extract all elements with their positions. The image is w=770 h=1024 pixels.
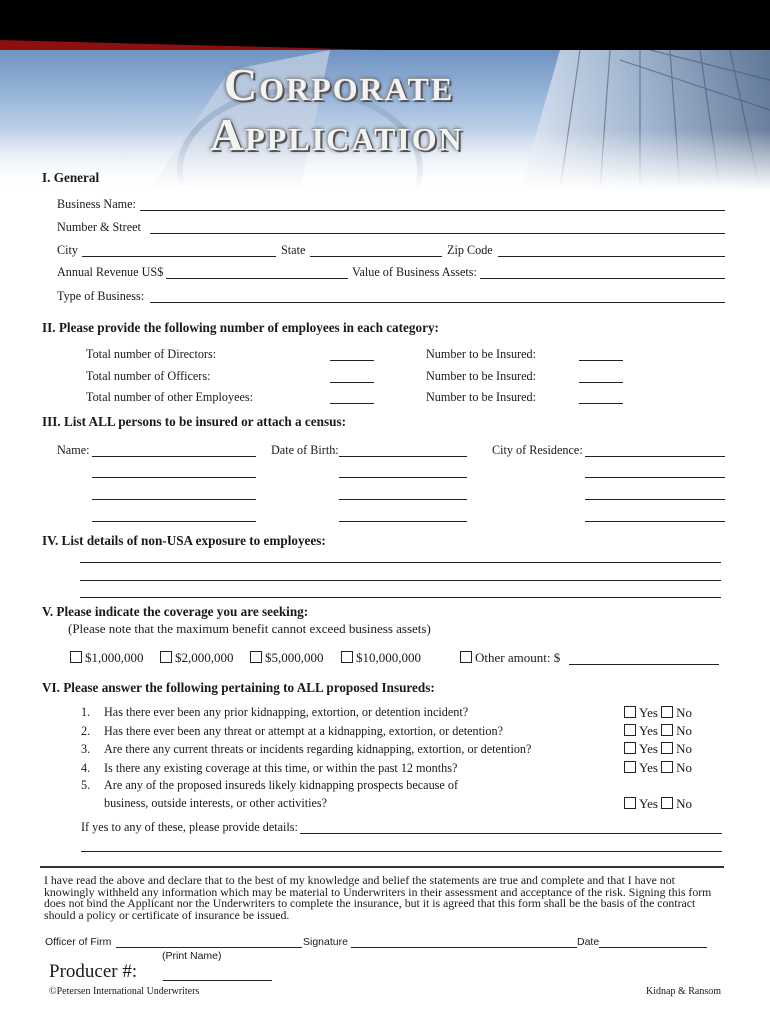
person-name-field[interactable] — [92, 521, 256, 522]
question-text: Are any of the proposed insureds likely kidnapping prospects because of — [104, 778, 459, 792]
directors-insured-field[interactable] — [579, 360, 623, 361]
number-street-field[interactable] — [150, 233, 725, 234]
person-city-field[interactable] — [585, 477, 725, 478]
general-heading: I. General — [42, 170, 100, 185]
checkbox-icon[interactable] — [250, 651, 262, 663]
yes-label: Yes — [639, 741, 658, 756]
business-name-field[interactable] — [140, 210, 725, 211]
other-amount-label: Other amount: $ — [475, 650, 561, 665]
name-label: Name: — [57, 443, 90, 457]
footer-product: Kidnap & Ransom — [646, 986, 721, 997]
coverage-option-1m[interactable] — [70, 650, 144, 666]
city-residence-label: City of Residence: — [492, 443, 583, 457]
coverage-option-label: $1,000,000 — [85, 650, 144, 665]
person-dob-field[interactable] — [339, 456, 467, 457]
employees-heading: II. Please provide the following number of employees in each category: — [42, 320, 439, 335]
checkbox-icon[interactable] — [661, 797, 673, 809]
yes-no-q1[interactable] — [624, 705, 692, 721]
question-number: 4. — [81, 761, 91, 775]
business-name-label: Business Name: — [57, 197, 136, 211]
employees-row-label: Total number of Directors: — [86, 347, 217, 361]
other-employees-insured-field[interactable] — [579, 403, 623, 404]
no-label: No — [676, 741, 693, 756]
exposure-heading: IV. List details of non-USA exposure to employees: — [42, 533, 326, 548]
exposure-line[interactable] — [80, 580, 721, 581]
exposure-line[interactable] — [80, 597, 721, 598]
business-assets-label: Value of Business Assets: — [352, 265, 477, 279]
question-number: 5. — [81, 778, 91, 792]
page-title — [210, 59, 630, 160]
producer-field[interactable] — [163, 980, 272, 981]
title-line-2: Application — [210, 109, 464, 160]
yes-label: Yes — [639, 723, 658, 738]
person-dob-field[interactable] — [339, 499, 467, 500]
question-text: Has there ever been any threat or attempt at a kidnapping, extortion, or detention? — [104, 724, 503, 738]
coverage-option-label: $5,000,000 — [265, 650, 324, 665]
yes-no-q2[interactable] — [624, 723, 692, 739]
question-number: 3. — [81, 742, 91, 756]
checkbox-icon[interactable] — [661, 761, 673, 773]
divider — [40, 866, 724, 868]
coverage-heading: V. Please indicate the coverage you are seeking: — [42, 604, 309, 619]
yes-label: Yes — [639, 796, 658, 811]
type-of-business-label: Type of Business: — [57, 289, 145, 303]
checkbox-icon[interactable] — [661, 706, 673, 718]
checkbox-icon[interactable] — [624, 797, 636, 809]
city-field[interactable] — [82, 256, 276, 257]
yes-no-q3[interactable] — [624, 741, 692, 757]
business-assets-field[interactable] — [480, 278, 725, 279]
number-street-label: Number & Street — [57, 220, 141, 234]
zip-field[interactable] — [498, 256, 725, 257]
directors-count-field[interactable] — [330, 360, 374, 361]
person-city-field[interactable] — [585, 499, 725, 500]
question-text-continued: business, outside interests, or other activities? — [104, 796, 328, 810]
no-label: No — [676, 705, 693, 720]
coverage-option-2m[interactable] — [160, 650, 234, 666]
checkbox-icon[interactable] — [70, 651, 82, 663]
state-label: State — [281, 243, 306, 257]
signature-label: Signature — [303, 936, 348, 948]
coverage-note: (Please note that the maximum benefit cannot exceed business assets) — [68, 621, 431, 636]
signature-field[interactable] — [351, 947, 577, 948]
no-label: No — [676, 796, 693, 811]
coverage-option-10m[interactable] — [341, 650, 421, 666]
insureds-heading: VI. Please answer the following pertaining to ALL proposed Insureds: — [42, 680, 435, 695]
zip-label: Zip Code — [447, 243, 493, 257]
coverage-option-5m[interactable] — [250, 650, 324, 666]
checkbox-icon[interactable] — [160, 651, 172, 663]
persons-heading: III. List ALL persons to be insured or attach a census: — [42, 414, 346, 429]
question-number: 2. — [81, 724, 91, 738]
coverage-option-label: $10,000,000 — [356, 650, 421, 665]
annual-revenue-label: Annual Revenue US$ — [57, 265, 164, 279]
checkbox-icon[interactable] — [624, 742, 636, 754]
person-dob-field[interactable] — [339, 521, 467, 522]
officers-insured-field[interactable] — [579, 382, 623, 383]
question-text: Has there ever been any prior kidnapping, extortion, or detention incident? — [104, 705, 469, 719]
checkbox-icon[interactable] — [624, 761, 636, 773]
title-line-1: Corporate — [224, 59, 455, 110]
checkbox-icon[interactable] — [661, 742, 673, 754]
type-of-business-field[interactable] — [150, 302, 725, 303]
person-city-field[interactable] — [585, 456, 725, 457]
other-amount-field[interactable] — [569, 664, 719, 665]
person-name-field[interactable] — [92, 456, 256, 457]
checkbox-icon[interactable] — [460, 651, 472, 663]
checkbox-icon[interactable] — [341, 651, 353, 663]
print-name-label: (Print Name) — [162, 950, 222, 962]
yes-no-q4[interactable] — [624, 760, 692, 776]
yes-label: Yes — [639, 705, 658, 720]
checkbox-icon[interactable] — [661, 724, 673, 736]
checkbox-icon[interactable] — [624, 706, 636, 718]
question-text: Is there any existing coverage at this time, or within the past 12 months? — [104, 761, 458, 775]
declaration-text: I have read the above and declare that to the best of my knowledge and belief the statements are true and complete and that I have not knowingly withheld any information which may be material to Underwriters in their assessment and acceptance of the risk. Signing this form does not bind the Applicant nor the Underwriters to complete the insurance, but it is agreed that this form shall be the basis of the contract should a policy or certificate of insurance be issued. — [44, 873, 712, 922]
question-text: Are there any current threats or incidents regarding kidnapping, extortion, or detention? — [104, 742, 532, 756]
producer-label: Producer #: — [49, 961, 138, 982]
yes-label: Yes — [639, 760, 658, 775]
insured-label: Number to be Insured: — [426, 390, 536, 404]
person-name-field[interactable] — [92, 499, 256, 500]
officer-label: Officer of Firm — [45, 936, 112, 948]
yes-no-q5[interactable] — [624, 796, 692, 812]
annual-revenue-field[interactable] — [166, 278, 348, 279]
coverage-option-label: $2,000,000 — [175, 650, 234, 665]
person-name-field[interactable] — [92, 477, 256, 478]
date-field[interactable] — [599, 947, 707, 948]
employees-row-label: Total number of other Employees: — [86, 390, 254, 404]
no-label: No — [676, 760, 693, 775]
person-city-field[interactable] — [585, 521, 725, 522]
state-field[interactable] — [310, 256, 442, 257]
city-label: City — [57, 243, 78, 257]
details-field[interactable] — [81, 851, 722, 852]
date-label: Date — [577, 936, 600, 948]
other-employees-count-field[interactable] — [330, 403, 374, 404]
officer-field[interactable] — [116, 947, 302, 948]
exposure-line[interactable] — [80, 562, 721, 563]
coverage-option-other[interactable] — [460, 650, 560, 666]
question-number: 1. — [81, 705, 91, 719]
no-label: No — [676, 723, 693, 738]
officers-count-field[interactable] — [330, 382, 374, 383]
details-field[interactable] — [300, 833, 722, 834]
checkbox-icon[interactable] — [624, 724, 636, 736]
insured-label: Number to be Insured: — [426, 369, 536, 383]
employees-row-label: Total number of Officers: — [86, 369, 211, 383]
insured-label: Number to be Insured: — [426, 347, 536, 361]
footer-copyright: ©Petersen International Underwriters — [49, 986, 200, 997]
details-label: If yes to any of these, please provide details: — [81, 820, 298, 834]
person-dob-field[interactable] — [339, 477, 467, 478]
dob-label: Date of Birth: — [271, 443, 339, 457]
